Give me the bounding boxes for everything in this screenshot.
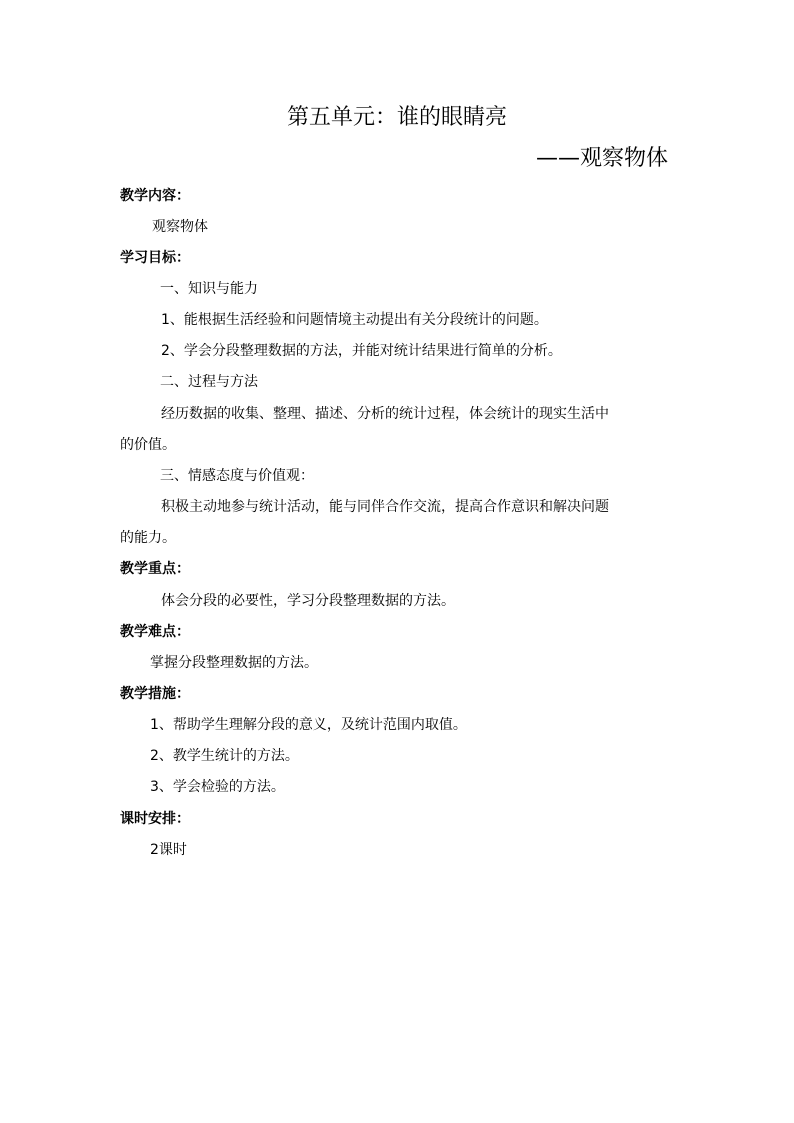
objectives-section-1: 一、知识与能力 (160, 281, 258, 297)
objectives-para-2-line-2: 的价值。 (120, 437, 176, 453)
difficulties-text: 掌握分段整理数据的方法。 (150, 655, 318, 671)
measures-item-3: 3、学会检验的方法。 (150, 779, 285, 795)
difficulties-heading: 教学难点： (120, 624, 190, 640)
content-text: 观察物体 (152, 219, 208, 235)
schedule-heading: 课时安排： (120, 811, 190, 827)
objectives-heading: 学习目标： (120, 250, 190, 266)
measures-item-1: 1、帮助学生理解分段的意义，及统计范围内取值。 (150, 717, 467, 733)
objectives-item-2: 2、学会分段整理数据的方法，并能对统计结果进行简单的分析。 (161, 343, 562, 359)
objectives-section-3: 三、情感态度与价值观： (160, 468, 314, 484)
objectives-item-1: 1、能根据生活经验和问题情境主动提出有关分段统计的问题。 (161, 312, 548, 328)
unit-title: 第五单元：谁的眼睛亮 (286, 105, 507, 130)
objectives-para-3-line-2: 的能力。 (120, 530, 176, 546)
schedule-text: 2课时 (150, 842, 187, 858)
measures-item-2: 2、教学生统计的方法。 (150, 748, 299, 764)
objectives-section-2: 二、过程与方法 (160, 374, 258, 390)
objectives-para-3-line-1: 积极主动地参与统计活动，能与同伴合作交流，提高合作意识和解决问题 (161, 499, 609, 515)
key-points-heading: 教学重点： (120, 561, 190, 577)
content-heading: 教学内容： (120, 188, 190, 204)
key-points-text: 体会分段的必要性，学习分段整理数据的方法。 (161, 593, 455, 609)
objectives-para-2-line-1: 经历数据的收集、整理、描述、分析的统计过程，体会统计的现实生活中 (161, 406, 609, 422)
measures-heading: 教学措施： (120, 686, 190, 702)
unit-subtitle: ——观察物体 (535, 146, 668, 171)
